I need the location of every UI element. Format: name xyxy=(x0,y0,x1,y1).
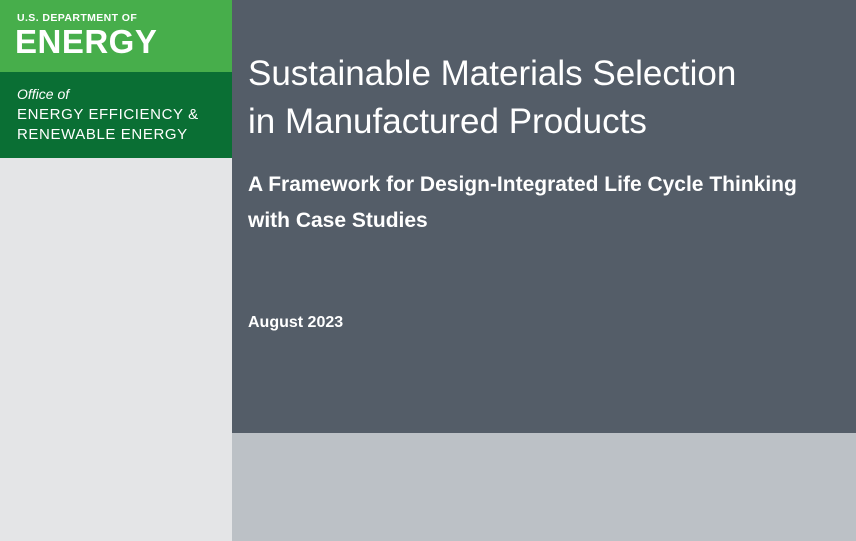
office-name-line-2: RENEWABLE ENERGY xyxy=(17,126,188,143)
office-of-label: Office of xyxy=(17,86,70,102)
logo-department-text: U.S. DEPARTMENT OF xyxy=(17,12,138,24)
eere-office-block xyxy=(0,72,232,158)
publication-date: August 2023 xyxy=(248,314,344,331)
left-panel xyxy=(0,0,232,541)
report-title-line-2: in Manufactured Products xyxy=(248,102,647,141)
doe-logo xyxy=(0,0,232,72)
cover-title-panel xyxy=(232,0,856,433)
report-title xyxy=(248,50,848,146)
report-subtitle xyxy=(248,167,848,239)
report-subtitle-line-2: with Case Studies xyxy=(248,209,428,232)
report-title-line-1: Sustainable Materials Selection xyxy=(248,54,737,93)
office-name-line-1: ENERGY EFFICIENCY & xyxy=(17,106,199,123)
logo-energy-text: ENERGY xyxy=(15,23,158,60)
bottom-band xyxy=(232,433,856,541)
report-subtitle-line-1: A Framework for Design-Integrated Life Cycle Thinking xyxy=(248,173,797,196)
